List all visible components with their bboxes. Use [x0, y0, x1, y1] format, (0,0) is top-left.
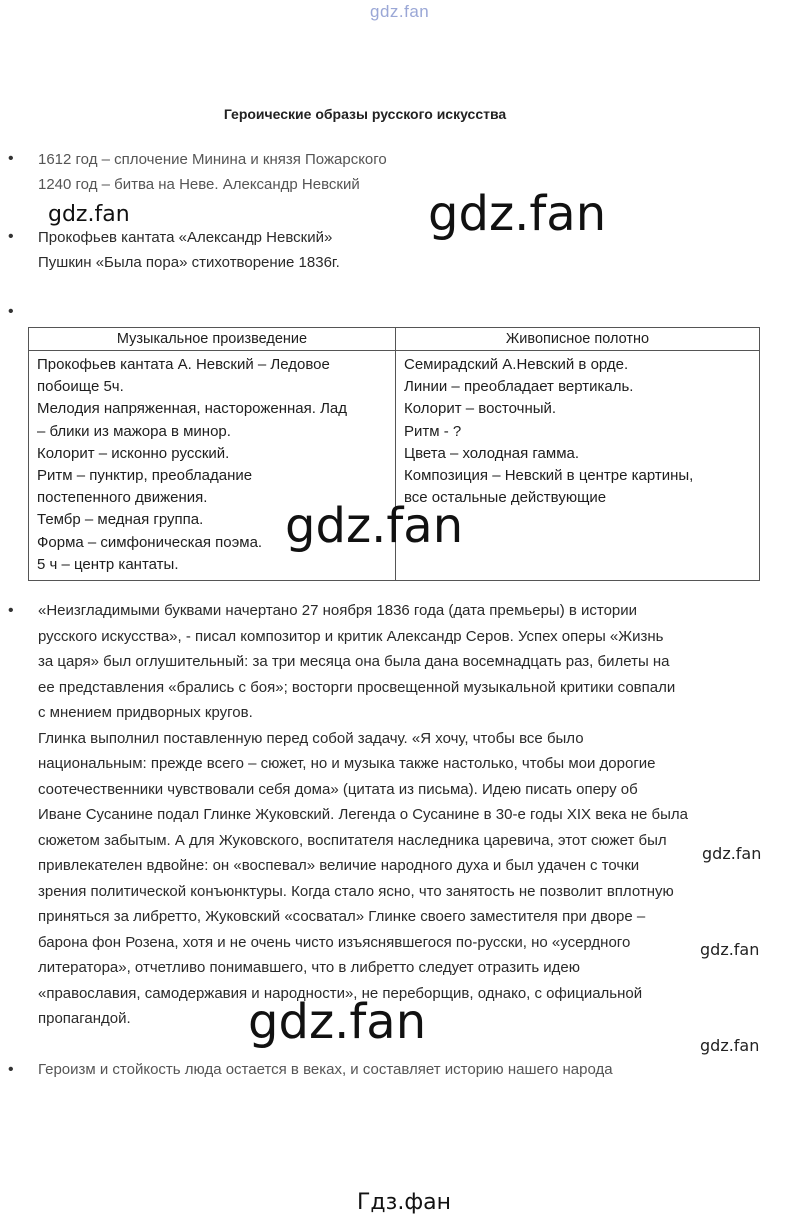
section4-line-1: «Неизгладимыми буквами начертано 27 ноября 1836 года (дата премьеры) в истории — [38, 602, 638, 619]
section4-line-7: национальным: прежде всего – сюжет, но и музыка также настолько, чтобы мои дорогие — [38, 755, 656, 772]
watermark: gdz.fan — [700, 1036, 760, 1055]
table-line: Прокофьев кантата А. Невский – Ледовое — [37, 356, 330, 373]
section5-line: Героизм и стойкость люда остается в веках, и составляет историю нашего народа — [38, 1061, 613, 1078]
table-line: Ритм – пунктир, преобладание — [37, 467, 253, 485]
table-line: Мелодия напряженная, настороженная. Лад — [37, 400, 348, 418]
table-header-painting: Живописное полотно — [396, 328, 760, 351]
section4-line-9: Иване Сусанине подал Глинке Жуковский. Легенда о Сусанине в 30-е годы XIX века не была — [38, 806, 688, 823]
table-line: постепенного движения. — [37, 489, 208, 507]
section4-line-10: сюжетом забытым. А для Жуковского, воспитателя наследника царевича, этот сюжет был — [38, 831, 667, 849]
section4-line-8: соотечественники чувствовали себя дома» (цитата из письма). Идею писать оперу об — [38, 780, 638, 798]
table-line: Форма – симфоническая поэма. — [37, 533, 263, 551]
section4-line-4: ее представления «брались с боя»; восторги просвещенной музыкальной критики совпали — [38, 678, 676, 696]
table-line: побоище 5ч. — [37, 378, 124, 396]
section4-line-15: литератора», отчетливо понимавшего, что в либретто следует отразить идею — [38, 959, 581, 976]
section4-line-16: «православия, самодержавия и народности», не переборщив, однако, с официальной — [38, 984, 643, 1002]
table-line: Колорит – восточный. — [404, 400, 557, 418]
watermark: gdz.fan — [702, 844, 762, 863]
bullet-3: • — [8, 303, 14, 320]
section4-line-14: барона фон Розена, хотя и не очень чисто изъяснявшегося по-русски, но «усердного — [38, 933, 631, 951]
section4-line-12: зрения политической конъюнктуры. Когда стало ясно, что занятость не позволит вплотную — [38, 882, 674, 900]
table-line: Колорит – исконно русский. — [37, 444, 230, 462]
section4-line-13: приняться за либретто, Жуковский «сосватал» Глинке своего заместителя при дворе – — [38, 908, 646, 925]
section4-line-6: Глинка выполнил поставленную перед собой задачу. «Я хочу, чтобы все было — [38, 729, 584, 747]
section1-line-2: 1240 год – битва на Неве. Александр Невский — [38, 176, 360, 193]
section4-line-17: пропагандой. — [38, 1010, 131, 1027]
section4-line-3: за царя» был оглушительный: за три месяца она была дана восемнадцать раз, билеты на — [38, 653, 670, 670]
section4-line-5: с мнением придворных кругов. — [38, 704, 253, 721]
bullet-5: • — [8, 1061, 14, 1078]
footer-watermark: Гдз.фан — [357, 1190, 451, 1215]
table-line: Цвета – холодная гамма. — [404, 444, 580, 462]
table-line: Композиция – Невский в центре картины, — [404, 467, 694, 485]
table-line: Семирадский А.Невский в орде. — [404, 356, 629, 373]
table-line: все остальные действующие — [404, 489, 607, 507]
section4-line-11: привлекателен вдвойне: он «воспевал» величие народного духа и был удачен с точки — [38, 857, 640, 874]
bullet-2: • — [8, 228, 14, 245]
section2-line-2: Пушкин «Была пора» стихотворение 1836г. — [38, 254, 340, 271]
header-watermark: gdz.fan — [370, 2, 430, 21]
table-line: Линии – преобладает вертикаль. — [404, 378, 634, 396]
watermark: gdz.fan — [285, 498, 464, 554]
bullet-1: • — [8, 150, 14, 167]
watermark: gdz.fan — [48, 202, 130, 227]
watermark: gdz.fan — [428, 186, 607, 242]
table-header-music: Музыкальное произведение — [29, 328, 396, 351]
table-line: 5 ч – центр кантаты. — [37, 555, 179, 573]
table-line: – блики из мажора в минор. — [37, 422, 231, 440]
table-line: Тембр – медная группа. — [37, 511, 204, 529]
section4-line-2: русского искусства», - писал композитор и критик Александр Серов. Успех оперы «Жизнь — [38, 627, 664, 645]
watermark: gdz.fan — [700, 940, 760, 959]
section2-line-1: Прокофьев кантата «Александр Невский» — [38, 229, 333, 246]
table-line: Ритм - ? — [404, 422, 462, 440]
section1-line-1: 1612 год – сплочение Минина и князя Пожарского — [38, 151, 387, 168]
watermark: gdz.fan — [248, 994, 427, 1050]
page-title: Героические образы русского искусства — [223, 106, 507, 122]
bullet-4: • — [8, 602, 14, 619]
